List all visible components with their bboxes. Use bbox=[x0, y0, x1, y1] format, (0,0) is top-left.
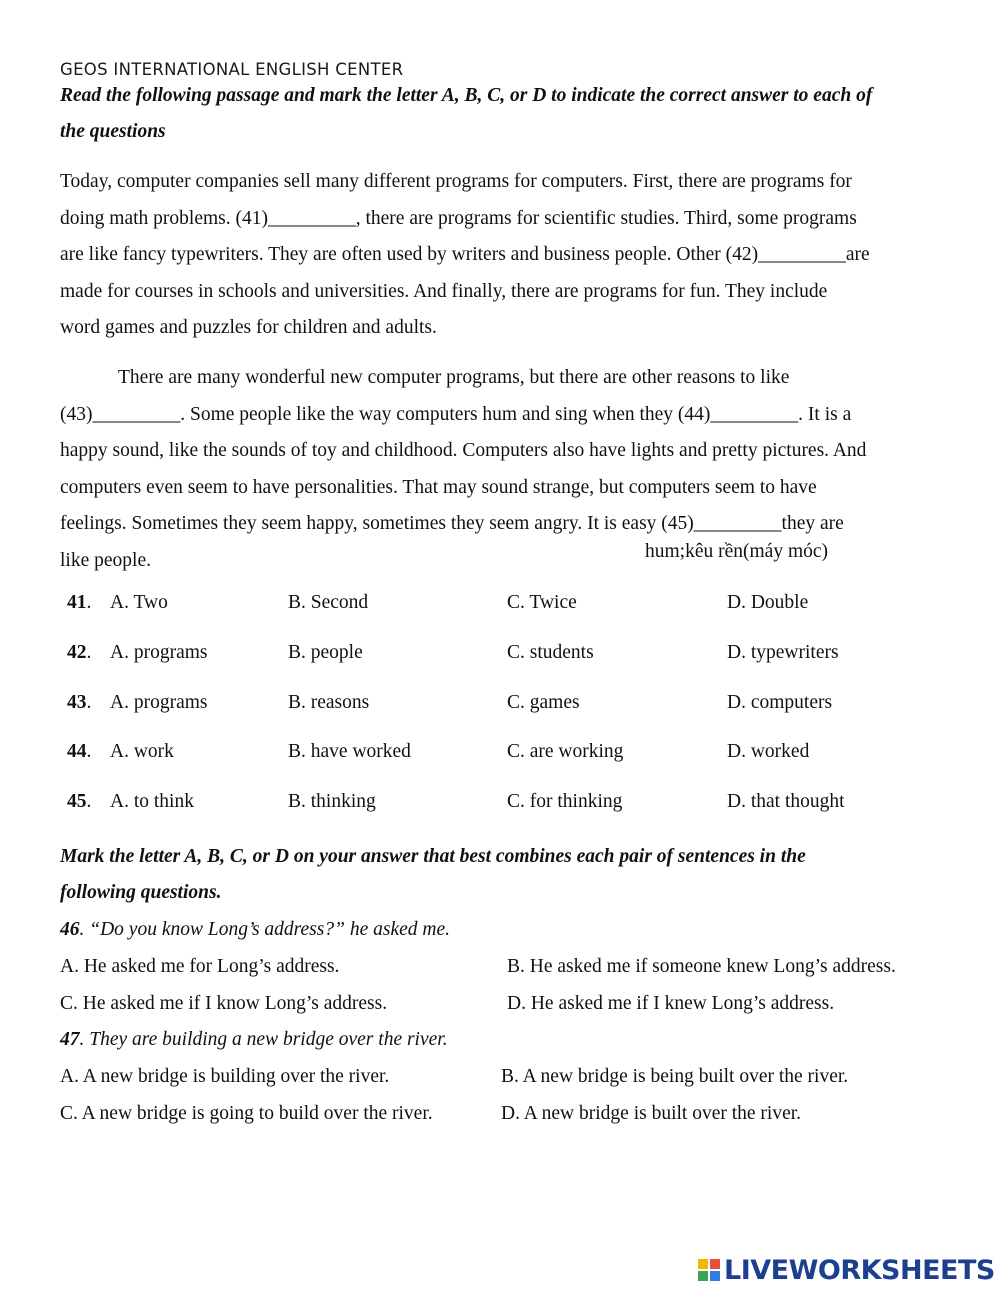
q47-option-c[interactable]: C. A new bridge is going to build over the river. bbox=[60, 1103, 433, 1124]
passage-line: computers even seem to have personalities. That may sound strange, but computers seem to have bbox=[60, 476, 817, 498]
question-number: 43. bbox=[67, 692, 92, 713]
option-a[interactable]: A. to think bbox=[110, 791, 194, 812]
q47-option-a[interactable]: A. A new bridge is building over the river. bbox=[60, 1066, 390, 1087]
question-row-42 bbox=[0, 642, 1000, 678]
option-c[interactable]: C. for thinking bbox=[507, 791, 623, 812]
question-number: 41. bbox=[67, 592, 92, 613]
section2-instruction bbox=[60, 839, 950, 911]
option-a[interactable]: A. programs bbox=[110, 642, 208, 663]
passage-paragraph-1 bbox=[60, 164, 950, 347]
question-47-text: 47. They are building a new bridge over the river. bbox=[60, 1029, 448, 1050]
passage-line: made for courses in schools and universities. And finally, there are programs for fun. They include bbox=[60, 280, 828, 302]
question-row-43 bbox=[0, 692, 1000, 728]
option-a[interactable]: A. programs bbox=[110, 692, 208, 713]
passage-line: Today, computer companies sell many different programs for computers. First, there are programs for bbox=[60, 171, 852, 192]
passage-line: doing math problems. (41)_________, there are programs for scientific studies. Third, some programs bbox=[60, 207, 857, 229]
option-b[interactable]: B. reasons bbox=[288, 692, 370, 713]
question-number: 42. bbox=[67, 642, 92, 663]
option-c[interactable]: C. are working bbox=[507, 741, 624, 762]
vocabulary-note: hum;kêu rền(máy móc) bbox=[645, 541, 829, 562]
option-b[interactable]: B. Second bbox=[288, 592, 369, 613]
question-row-41 bbox=[0, 592, 1000, 628]
option-c[interactable]: C. students bbox=[507, 642, 594, 663]
instruction-line: Read the following passage and mark the letter A, B, C, or D to indicate the correct answer to each of bbox=[60, 85, 873, 106]
instruction-line: Mark the letter A, B, C, or D on your answer that best combines each pair of sentences in the bbox=[60, 846, 806, 867]
option-b[interactable]: B. people bbox=[288, 642, 363, 663]
option-a[interactable]: A. Two bbox=[110, 592, 168, 613]
passage-line: are like fancy typewriters. They are often used by writers and business people. Other (42)_________are bbox=[60, 244, 870, 265]
question-number: 44. bbox=[67, 741, 92, 762]
logo-text: LIVEWORKSHEETS bbox=[724, 1254, 995, 1286]
option-d[interactable]: D. Double bbox=[727, 592, 809, 613]
question-46-text: 46. “Do you know Long’s address?” he asked me. bbox=[60, 919, 450, 940]
question-row-45 bbox=[0, 791, 1000, 827]
option-d[interactable]: D. worked bbox=[727, 741, 810, 762]
q46-option-d[interactable]: D. He asked me if I knew Long’s address. bbox=[507, 993, 835, 1014]
passage-line: like people. bbox=[60, 549, 151, 571]
option-c[interactable]: C. Twice bbox=[507, 592, 577, 613]
question-number: 46 bbox=[60, 919, 80, 940]
instruction-line: following questions. bbox=[60, 882, 222, 903]
instruction-line: the questions bbox=[60, 121, 166, 142]
option-a[interactable]: A. work bbox=[110, 741, 174, 762]
q47-option-d[interactable]: D. A new bridge is built over the river. bbox=[501, 1103, 802, 1124]
passage-line: word games and puzzles for children and adults. bbox=[60, 317, 437, 338]
liveworksheets-logo bbox=[698, 1254, 995, 1286]
question-number: 45. bbox=[67, 791, 92, 812]
q46-option-a[interactable]: A. He asked me for Long’s address. bbox=[60, 956, 340, 977]
q46-option-c[interactable]: C. He asked me if I know Long’s address. bbox=[60, 993, 388, 1014]
option-d[interactable]: D. computers bbox=[727, 692, 833, 713]
logo-grid-icon bbox=[698, 1259, 720, 1281]
q47-option-b[interactable]: B. A new bridge is being built over the river. bbox=[501, 1066, 849, 1087]
section1-instruction bbox=[60, 78, 950, 150]
passage-line: There are many wonderful new computer programs, but there are other reasons to like bbox=[118, 367, 790, 388]
question-row-44 bbox=[0, 741, 1000, 777]
passage-line: happy sound, like the sounds of toy and childhood. Computers also have lights and pretty pictures. And bbox=[60, 440, 867, 461]
passage-line: feelings. Sometimes they seem happy, sometimes they seem angry. It is easy (45)_________they are bbox=[60, 513, 844, 534]
option-c[interactable]: C. games bbox=[507, 692, 580, 713]
option-b[interactable]: B. thinking bbox=[288, 791, 376, 812]
question-number: 47 bbox=[60, 1029, 80, 1050]
option-b[interactable]: B. have worked bbox=[288, 741, 411, 762]
option-d[interactable]: D. that thought bbox=[727, 791, 845, 812]
center-name: GEOS INTERNATIONAL ENGLISH CENTER bbox=[60, 60, 404, 79]
q46-option-b[interactable]: B. He asked me if someone knew Long’s address. bbox=[507, 956, 896, 977]
option-d[interactable]: D. typewriters bbox=[727, 642, 839, 663]
passage-line: (43)_________. Some people like the way computers hum and sing when they (44)_________. It is a bbox=[60, 403, 852, 425]
